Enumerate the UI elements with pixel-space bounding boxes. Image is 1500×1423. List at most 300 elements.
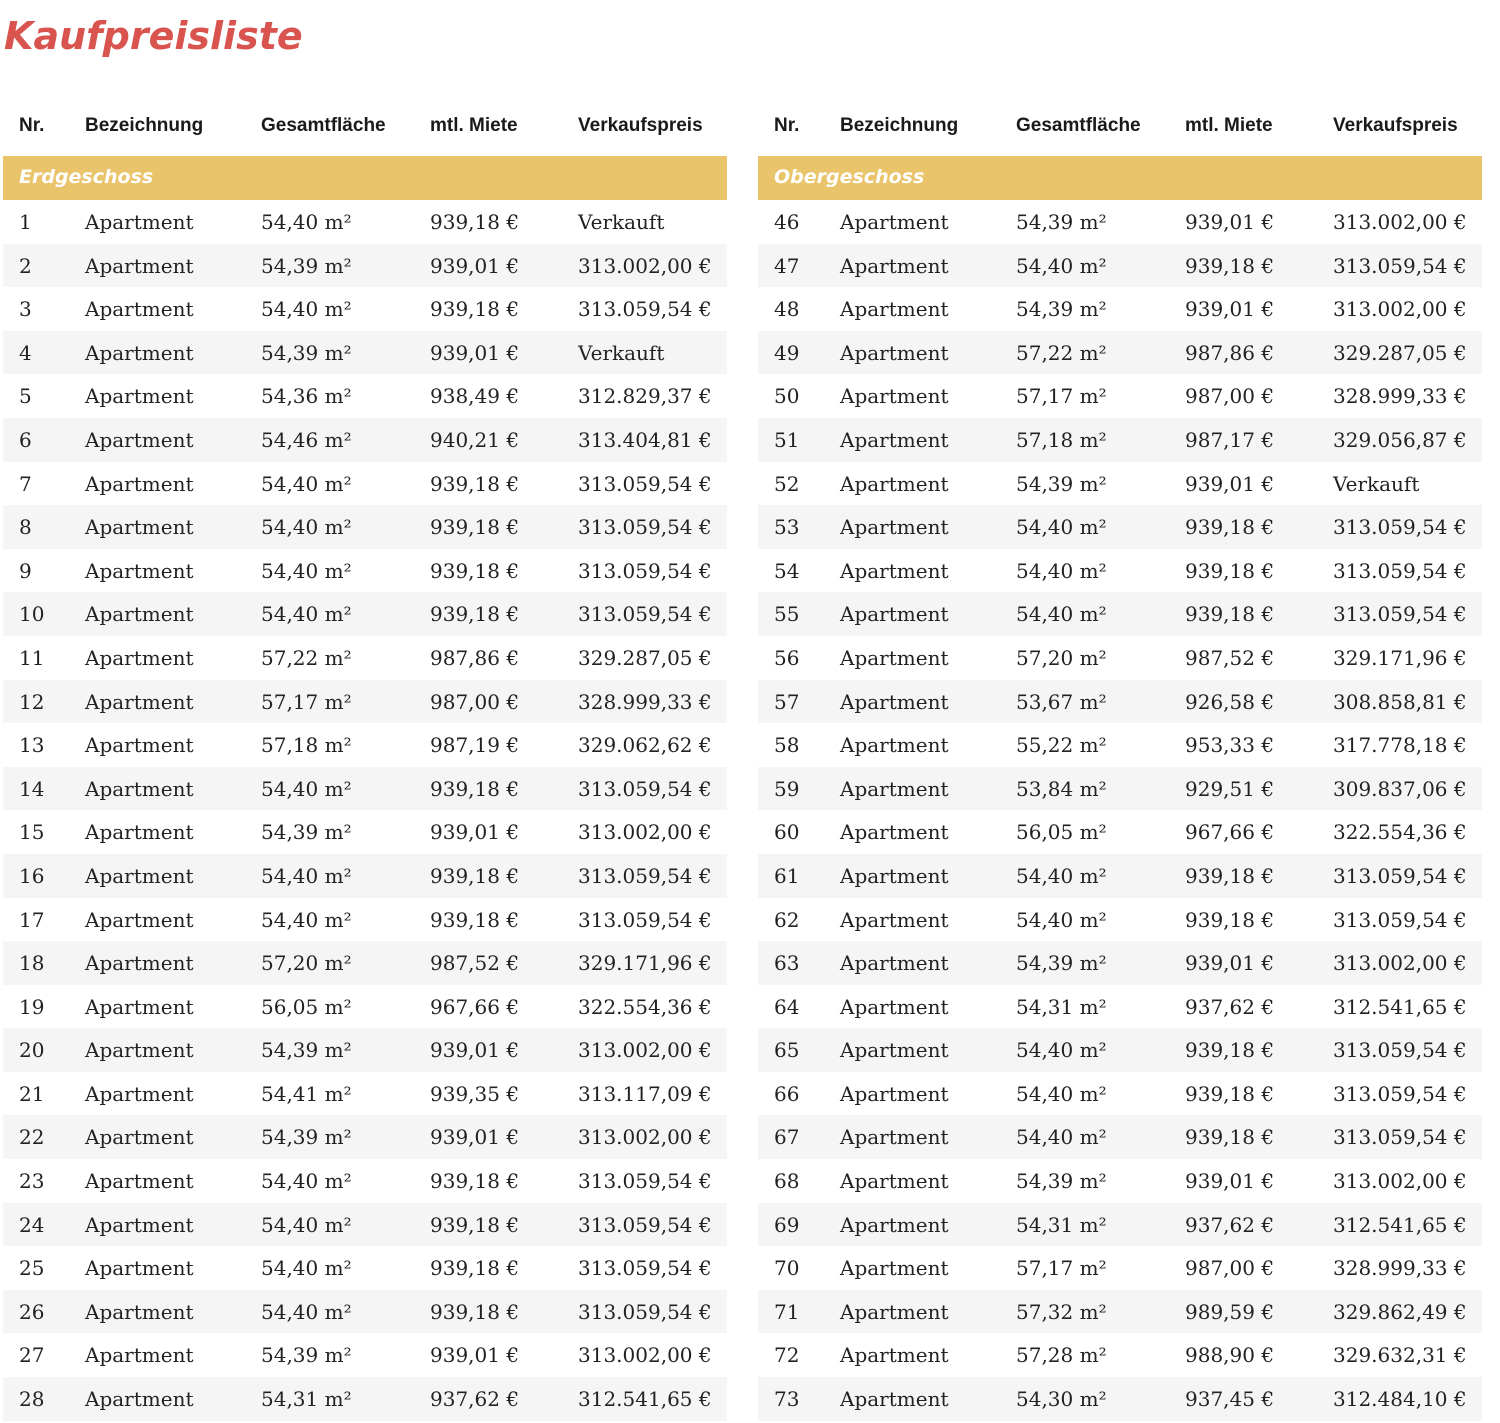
table-row — [758, 1377, 1482, 1421]
table-row — [3, 985, 727, 1029]
cell-gesamtflaeche: 54,46 m² — [261, 427, 352, 452]
cell-miete: 987,00 € — [1185, 384, 1275, 409]
cell-nr: 13 — [19, 733, 45, 758]
cell-gesamtflaeche: 54,31 m² — [261, 1387, 352, 1412]
table-row — [3, 723, 727, 767]
cell-nr: 20 — [19, 1038, 45, 1063]
table-body — [3, 200, 727, 1421]
table-row — [758, 244, 1482, 288]
cell-verkaufspreis: 329.056,87 € — [1333, 427, 1467, 452]
table-row — [758, 287, 1482, 331]
header-nr: Nr. — [19, 115, 45, 136]
cell-bezeichnung: Apartment — [840, 689, 949, 714]
cell-verkaufspreis: 313.002,00 € — [578, 820, 712, 845]
cell-bezeichnung: Apartment — [840, 427, 949, 452]
cell-verkaufspreis: 312.484,10 € — [1333, 1387, 1467, 1412]
cell-gesamtflaeche: 54,31 m² — [1016, 994, 1107, 1019]
cell-verkaufspreis: 313.059,54 € — [1333, 1081, 1467, 1106]
cell-verkaufspreis: 313.059,54 € — [1333, 515, 1467, 540]
cell-bezeichnung: Apartment — [840, 1343, 949, 1368]
cell-gesamtflaeche: 54,40 m² — [261, 1256, 352, 1281]
cell-miete: 939,01 € — [430, 340, 520, 365]
cell-miete: 939,01 € — [430, 1038, 520, 1063]
cell-nr: 71 — [774, 1299, 800, 1324]
cell-gesamtflaeche: 54,39 m² — [261, 1038, 352, 1063]
header-verkaufspreis: Verkaufspreis — [578, 115, 703, 136]
cell-nr: 10 — [19, 602, 45, 627]
cell-gesamtflaeche: 57,22 m² — [261, 645, 352, 670]
cell-bezeichnung: Apartment — [85, 602, 194, 627]
cell-gesamtflaeche: 54,39 m² — [1016, 471, 1107, 496]
cell-miete: 940,21 € — [430, 427, 520, 452]
cell-verkaufspreis: 313.059,54 € — [578, 558, 712, 583]
cell-bezeichnung: Apartment — [85, 1256, 194, 1281]
cell-nr: 56 — [774, 645, 800, 670]
cell-miete: 988,90 € — [1185, 1343, 1275, 1368]
cell-nr: 58 — [774, 733, 800, 758]
cell-gesamtflaeche: 54,39 m² — [261, 253, 352, 278]
cell-nr: 27 — [19, 1343, 45, 1368]
cell-gesamtflaeche: 54,40 m² — [261, 515, 352, 540]
cell-miete: 939,18 € — [430, 558, 520, 583]
cell-bezeichnung: Apartment — [85, 951, 194, 976]
cell-gesamtflaeche: 54,40 m² — [1016, 1081, 1107, 1106]
cell-verkaufspreis: 328.999,33 € — [1333, 1256, 1467, 1281]
cell-nr: 18 — [19, 951, 45, 976]
cell-gesamtflaeche: 54,40 m² — [261, 1299, 352, 1324]
cell-gesamtflaeche: 54,40 m² — [261, 210, 352, 234]
cell-gesamtflaeche: 54,40 m² — [1016, 253, 1107, 278]
price-table-erdgeschoss — [3, 104, 727, 1421]
cell-gesamtflaeche: 54,39 m² — [1016, 297, 1107, 322]
cell-gesamtflaeche: 54,36 m² — [261, 384, 352, 409]
cell-verkaufspreis: 313.059,54 € — [1333, 863, 1467, 888]
cell-gesamtflaeche: 57,18 m² — [1016, 427, 1107, 452]
cell-miete: 939,18 € — [1185, 515, 1275, 540]
table-row — [3, 592, 727, 636]
cell-miete: 939,01 € — [430, 1125, 520, 1150]
table-row — [3, 418, 727, 462]
cell-bezeichnung: Apartment — [85, 471, 194, 496]
table-row — [758, 505, 1482, 549]
cell-miete: 939,18 € — [1185, 863, 1275, 888]
header-verkaufspreis: Verkaufspreis — [1333, 115, 1458, 136]
cell-verkaufspreis: 313.059,54 € — [1333, 253, 1467, 278]
cell-bezeichnung: Apartment — [85, 340, 194, 365]
cell-nr: 55 — [774, 602, 800, 627]
cell-gesamtflaeche: 54,40 m² — [1016, 1125, 1107, 1150]
cell-bezeichnung: Apartment — [85, 1343, 194, 1368]
table-row — [3, 1072, 727, 1116]
cell-gesamtflaeche: 54,40 m² — [1016, 1038, 1107, 1063]
cell-nr: 52 — [774, 471, 800, 496]
price-table-obergeschoss — [758, 104, 1482, 1421]
table-row — [758, 1246, 1482, 1290]
cell-bezeichnung: Apartment — [840, 776, 949, 801]
section-header-obergeschoss — [758, 156, 1482, 200]
table-row — [758, 1028, 1482, 1072]
cell-nr: 3 — [19, 297, 32, 322]
cell-bezeichnung: Apartment — [85, 733, 194, 758]
cell-bezeichnung: Apartment — [840, 1125, 949, 1150]
cell-verkaufspreis: 309.837,06 € — [1333, 776, 1467, 801]
cell-miete: 939,01 € — [430, 253, 520, 278]
cell-bezeichnung: Apartment — [85, 1038, 194, 1063]
cell-verkaufspreis: 322.554,36 € — [578, 994, 712, 1019]
cell-gesamtflaeche: 54,40 m² — [1016, 515, 1107, 540]
cell-verkaufspreis: Verkauft — [578, 340, 665, 365]
cell-bezeichnung: Apartment — [85, 1169, 194, 1194]
table-row — [758, 985, 1482, 1029]
cell-nr: 62 — [774, 907, 800, 932]
cell-gesamtflaeche: 54,39 m² — [1016, 210, 1107, 234]
cell-miete: 937,62 € — [1185, 994, 1275, 1019]
cell-bezeichnung: Apartment — [840, 733, 949, 758]
cell-nr: 17 — [19, 907, 45, 932]
cell-miete: 939,18 € — [430, 907, 520, 932]
section-label: Obergeschoss — [774, 166, 925, 188]
cell-nr: 69 — [774, 1212, 800, 1237]
cell-bezeichnung: Apartment — [840, 645, 949, 670]
cell-bezeichnung: Apartment — [840, 1212, 949, 1237]
cell-miete: 939,01 € — [1185, 1169, 1275, 1194]
cell-nr: 46 — [774, 210, 800, 234]
cell-gesamtflaeche: 57,20 m² — [1016, 645, 1107, 670]
cell-gesamtflaeche: 57,17 m² — [1016, 1256, 1107, 1281]
cell-miete: 939,18 € — [1185, 253, 1275, 278]
cell-verkaufspreis: 308.858,81 € — [1333, 689, 1467, 714]
cell-gesamtflaeche: 54,39 m² — [1016, 951, 1107, 976]
cell-miete: 939,01 € — [1185, 471, 1275, 496]
table-row — [758, 374, 1482, 418]
cell-bezeichnung: Apartment — [85, 1081, 194, 1106]
cell-verkaufspreis: 329.171,96 € — [578, 951, 712, 976]
table-row — [758, 767, 1482, 811]
table-row — [3, 200, 727, 244]
page-title: Kaufpreisliste — [4, 14, 303, 58]
table-row — [3, 244, 727, 288]
cell-gesamtflaeche: 54,40 m² — [261, 907, 352, 932]
cell-nr: 70 — [774, 1256, 800, 1281]
cell-verkaufspreis: 313.002,00 € — [578, 1125, 712, 1150]
cell-bezeichnung: Apartment — [840, 951, 949, 976]
cell-verkaufspreis: 328.999,33 € — [578, 689, 712, 714]
cell-nr: 12 — [19, 689, 45, 714]
cell-nr: 8 — [19, 515, 32, 540]
cell-nr: 7 — [19, 471, 32, 496]
header-miete: mtl. Miete — [430, 115, 518, 136]
cell-bezeichnung: Apartment — [840, 253, 949, 278]
cell-nr: 66 — [774, 1081, 800, 1106]
cell-verkaufspreis: Verkauft — [578, 210, 665, 234]
cell-bezeichnung: Apartment — [840, 558, 949, 583]
table-row — [3, 1333, 727, 1377]
cell-verkaufspreis: 313.059,54 € — [1333, 1125, 1467, 1150]
cell-bezeichnung: Apartment — [85, 1212, 194, 1237]
cell-nr: 25 — [19, 1256, 45, 1281]
cell-miete: 939,18 € — [430, 1256, 520, 1281]
cell-verkaufspreis: 313.117,09 € — [578, 1081, 712, 1106]
cell-nr: 23 — [19, 1169, 45, 1194]
header-miete: mtl. Miete — [1185, 115, 1273, 136]
table-row — [3, 636, 727, 680]
cell-gesamtflaeche: 54,41 m² — [261, 1081, 352, 1106]
table-row — [3, 941, 727, 985]
cell-bezeichnung: Apartment — [85, 776, 194, 801]
cell-verkaufspreis: 313.002,00 € — [578, 253, 712, 278]
cell-verkaufspreis: 312.829,37 € — [578, 384, 712, 409]
cell-nr: 49 — [774, 340, 800, 365]
table-row — [758, 680, 1482, 724]
cell-bezeichnung: Apartment — [840, 1256, 949, 1281]
cell-nr: 47 — [774, 253, 800, 278]
cell-miete: 939,18 € — [430, 471, 520, 496]
table-row — [758, 1072, 1482, 1116]
cell-gesamtflaeche: 57,20 m² — [261, 951, 352, 976]
table-row — [3, 854, 727, 898]
cell-gesamtflaeche: 54,39 m² — [261, 820, 352, 845]
table-header — [758, 104, 1482, 154]
table-row — [3, 680, 727, 724]
cell-nr: 50 — [774, 384, 800, 409]
cell-nr: 48 — [774, 297, 800, 322]
table-row — [758, 723, 1482, 767]
cell-verkaufspreis: 313.059,54 € — [578, 1256, 712, 1281]
cell-miete: 937,45 € — [1185, 1387, 1275, 1412]
cell-verkaufspreis: 313.002,00 € — [1333, 210, 1467, 234]
cell-bezeichnung: Apartment — [85, 820, 194, 845]
cell-bezeichnung: Apartment — [840, 384, 949, 409]
cell-bezeichnung: Apartment — [840, 602, 949, 627]
cell-miete: 929,51 € — [1185, 776, 1275, 801]
cell-verkaufspreis: 313.059,54 € — [1333, 558, 1467, 583]
cell-verkaufspreis: 313.002,00 € — [578, 1038, 712, 1063]
cell-verkaufspreis: 313.059,54 € — [578, 1212, 712, 1237]
table-row — [758, 854, 1482, 898]
cell-miete: 987,19 € — [430, 733, 520, 758]
cell-miete: 939,18 € — [1185, 602, 1275, 627]
cell-nr: 5 — [19, 384, 32, 409]
table-row — [3, 1246, 727, 1290]
cell-verkaufspreis: 329.287,05 € — [578, 645, 712, 670]
cell-gesamtflaeche: 56,05 m² — [261, 994, 352, 1019]
cell-miete: 939,18 € — [430, 602, 520, 627]
cell-verkaufspreis: 329.062,62 € — [578, 733, 712, 758]
cell-verkaufspreis: 328.999,33 € — [1333, 384, 1467, 409]
cell-bezeichnung: Apartment — [85, 427, 194, 452]
section-label: Erdgeschoss — [19, 166, 154, 188]
cell-miete: 939,18 € — [1185, 1081, 1275, 1106]
cell-miete: 939,18 € — [1185, 907, 1275, 932]
section-header-erdgeschoss — [3, 156, 727, 200]
table-row — [758, 1203, 1482, 1247]
cell-verkaufspreis: 313.059,54 € — [578, 471, 712, 496]
cell-gesamtflaeche: 54,40 m² — [261, 776, 352, 801]
cell-nr: 68 — [774, 1169, 800, 1194]
cell-nr: 73 — [774, 1387, 800, 1412]
cell-miete: 939,18 € — [1185, 1038, 1275, 1063]
cell-bezeichnung: Apartment — [840, 1299, 949, 1324]
cell-miete: 939,18 € — [430, 515, 520, 540]
cell-nr: 51 — [774, 427, 800, 452]
cell-verkaufspreis: 313.059,54 € — [578, 907, 712, 932]
cell-nr: 59 — [774, 776, 800, 801]
table-row — [758, 898, 1482, 942]
table-row — [758, 941, 1482, 985]
cell-verkaufspreis: 313.059,54 € — [1333, 602, 1467, 627]
cell-bezeichnung: Apartment — [840, 1169, 949, 1194]
cell-miete: 938,49 € — [430, 384, 520, 409]
cell-bezeichnung: Apartment — [85, 1299, 194, 1324]
cell-miete: 967,66 € — [1185, 820, 1275, 845]
cell-miete: 967,66 € — [430, 994, 520, 1019]
table-row — [758, 200, 1482, 244]
cell-miete: 987,17 € — [1185, 427, 1275, 452]
header-gesamtflaeche: Gesamtfläche — [261, 115, 386, 136]
cell-bezeichnung: Apartment — [85, 907, 194, 932]
cell-miete: 987,00 € — [1185, 1256, 1275, 1281]
table-row — [758, 1290, 1482, 1334]
cell-gesamtflaeche: 54,40 m² — [261, 602, 352, 627]
cell-nr: 1 — [19, 210, 32, 234]
cell-nr: 16 — [19, 863, 45, 888]
table-row — [758, 1333, 1482, 1377]
cell-gesamtflaeche: 54,40 m² — [261, 863, 352, 888]
cell-verkaufspreis: 329.862,49 € — [1333, 1299, 1467, 1324]
cell-verkaufspreis: 313.059,54 € — [578, 297, 712, 322]
cell-verkaufspreis: 313.059,54 € — [578, 602, 712, 627]
cell-nr: 14 — [19, 776, 45, 801]
table-row — [3, 287, 727, 331]
cell-gesamtflaeche: 54,39 m² — [261, 1125, 352, 1150]
cell-bezeichnung: Apartment — [840, 210, 949, 234]
cell-bezeichnung: Apartment — [85, 297, 194, 322]
table-row — [3, 1115, 727, 1159]
table-row — [758, 418, 1482, 462]
cell-nr: 26 — [19, 1299, 45, 1324]
cell-bezeichnung: Apartment — [840, 1387, 949, 1412]
cell-miete: 939,01 € — [1185, 297, 1275, 322]
cell-nr: 4 — [19, 340, 32, 365]
cell-bezeichnung: Apartment — [85, 515, 194, 540]
cell-miete: 953,33 € — [1185, 733, 1275, 758]
table-row — [3, 374, 727, 418]
cell-verkaufspreis: 329.632,31 € — [1333, 1343, 1467, 1368]
cell-nr: 24 — [19, 1212, 45, 1237]
cell-miete: 939,18 € — [430, 1299, 520, 1324]
cell-miete: 939,01 € — [430, 1343, 520, 1368]
cell-nr: 54 — [774, 558, 800, 583]
cell-nr: 61 — [774, 863, 800, 888]
cell-gesamtflaeche: 57,17 m² — [1016, 384, 1107, 409]
cell-bezeichnung: Apartment — [85, 210, 194, 234]
cell-verkaufspreis: 329.287,05 € — [1333, 340, 1467, 365]
cell-gesamtflaeche: 57,17 m² — [261, 689, 352, 714]
cell-bezeichnung: Apartment — [85, 645, 194, 670]
cell-verkaufspreis: 312.541,65 € — [1333, 1212, 1467, 1237]
cell-gesamtflaeche: 54,40 m² — [261, 471, 352, 496]
cell-bezeichnung: Apartment — [85, 863, 194, 888]
cell-nr: 72 — [774, 1343, 800, 1368]
table-row — [3, 1290, 727, 1334]
cell-miete: 987,86 € — [430, 645, 520, 670]
cell-gesamtflaeche: 57,28 m² — [1016, 1343, 1107, 1368]
cell-miete: 939,18 € — [430, 863, 520, 888]
cell-miete: 987,52 € — [1185, 645, 1275, 670]
cell-gesamtflaeche: 56,05 m² — [1016, 820, 1107, 845]
cell-verkaufspreis: 322.554,36 € — [1333, 820, 1467, 845]
cell-gesamtflaeche: 54,39 m² — [1016, 1169, 1107, 1194]
cell-gesamtflaeche: 54,30 m² — [1016, 1387, 1107, 1412]
header-bezeichnung: Bezeichnung — [85, 115, 204, 136]
cell-bezeichnung: Apartment — [85, 384, 194, 409]
table-row — [3, 505, 727, 549]
cell-miete: 987,00 € — [430, 689, 520, 714]
cell-verkaufspreis: 312.541,65 € — [1333, 994, 1467, 1019]
cell-gesamtflaeche: 53,67 m² — [1016, 689, 1107, 714]
cell-gesamtflaeche: 54,40 m² — [261, 297, 352, 322]
cell-verkaufspreis: 313.059,54 € — [578, 776, 712, 801]
cell-gesamtflaeche: 54,39 m² — [261, 1343, 352, 1368]
table-row — [758, 810, 1482, 854]
table-row — [3, 767, 727, 811]
cell-miete: 926,58 € — [1185, 689, 1275, 714]
cell-miete: 939,01 € — [1185, 210, 1275, 234]
cell-verkaufspreis: 313.059,54 € — [578, 1299, 712, 1324]
cell-verkaufspreis: 313.404,81 € — [578, 427, 712, 452]
cell-gesamtflaeche: 54,40 m² — [1016, 907, 1107, 932]
cell-nr: 11 — [19, 645, 45, 670]
cell-gesamtflaeche: 55,22 m² — [1016, 733, 1107, 758]
cell-gesamtflaeche: 54,31 m² — [1016, 1212, 1107, 1237]
cell-gesamtflaeche: 54,39 m² — [261, 340, 352, 365]
cell-verkaufspreis: 313.002,00 € — [1333, 951, 1467, 976]
cell-nr: 15 — [19, 820, 45, 845]
cell-verkaufspreis: 313.002,00 € — [578, 1343, 712, 1368]
cell-miete: 987,86 € — [1185, 340, 1275, 365]
cell-gesamtflaeche: 53,84 m² — [1016, 776, 1107, 801]
cell-nr: 28 — [19, 1387, 45, 1412]
cell-nr: 63 — [774, 951, 800, 976]
cell-miete: 939,18 € — [430, 1212, 520, 1237]
table-row — [758, 549, 1482, 593]
cell-nr: 21 — [19, 1081, 45, 1106]
cell-gesamtflaeche: 57,18 m² — [261, 733, 352, 758]
cell-verkaufspreis: 313.059,54 € — [578, 1169, 712, 1194]
cell-gesamtflaeche: 57,32 m² — [1016, 1299, 1107, 1324]
cell-bezeichnung: Apartment — [840, 820, 949, 845]
cell-nr: 19 — [19, 994, 45, 1019]
table-row — [758, 1159, 1482, 1203]
cell-miete: 939,01 € — [1185, 951, 1275, 976]
cell-verkaufspreis: 313.059,54 € — [1333, 1038, 1467, 1063]
cell-verkaufspreis: 313.059,54 € — [1333, 907, 1467, 932]
cell-verkaufspreis: 313.002,00 € — [1333, 1169, 1467, 1194]
table-row — [3, 1203, 727, 1247]
table-row — [3, 331, 727, 375]
cell-miete: 939,18 € — [1185, 1125, 1275, 1150]
cell-gesamtflaeche: 54,40 m² — [261, 1169, 352, 1194]
cell-nr: 6 — [19, 427, 32, 452]
cell-bezeichnung: Apartment — [85, 1125, 194, 1150]
cell-nr: 65 — [774, 1038, 800, 1063]
cell-miete: 987,52 € — [430, 951, 520, 976]
table-row — [3, 898, 727, 942]
table-row — [3, 1159, 727, 1203]
cell-bezeichnung: Apartment — [85, 558, 194, 583]
table-row — [758, 462, 1482, 506]
cell-bezeichnung: Apartment — [840, 907, 949, 932]
